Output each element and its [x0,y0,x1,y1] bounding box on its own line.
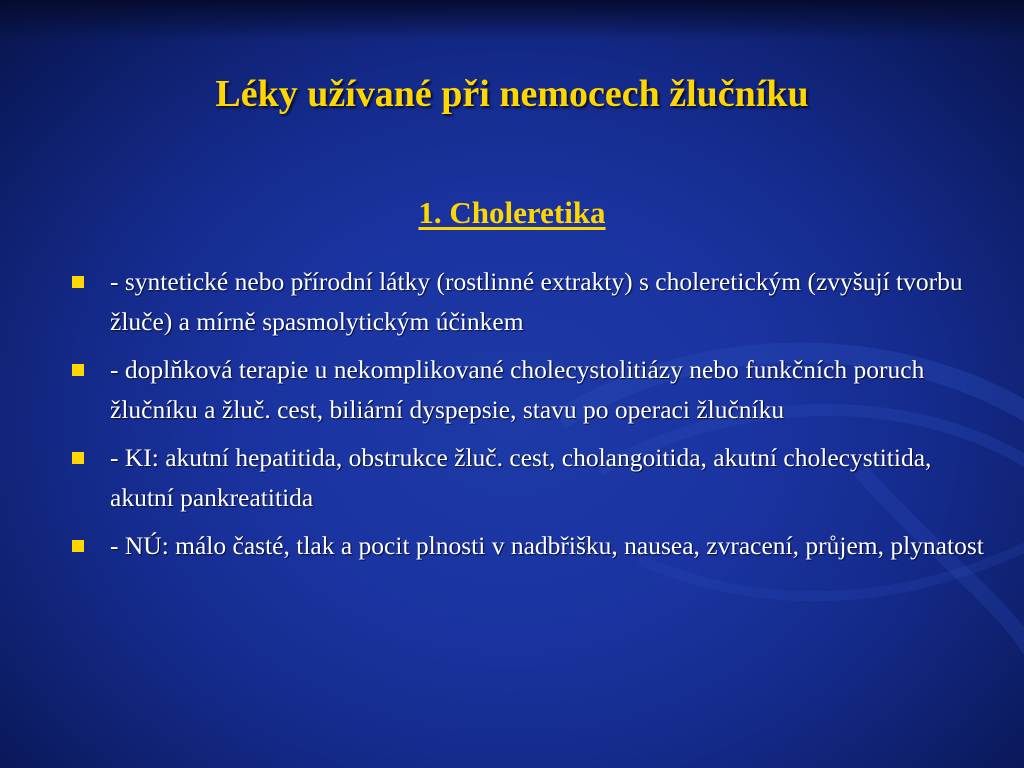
square-bullet-icon [72,452,84,464]
bullet-item [72,350,987,430]
bullet-item [72,438,987,518]
square-bullet-icon [72,364,84,376]
bullet-item [72,262,987,342]
bullet-text: - syntetické nebo přírodní látky (rostlinné extrakty) s choleretickým (zvyšují tvorbu žluče) a mírně spasmolytickým účinkem [110,267,963,336]
bullet-item [72,526,987,566]
bullet-list [72,262,987,574]
square-bullet-icon [72,540,84,552]
slide-subtitle: 1. Choleretika [418,195,606,230]
slide-title: Léky užívané při nemocech žlučníku [215,73,809,115]
square-bullet-icon [72,276,84,288]
bullet-text: - NÚ: málo časté, tlak a pocit plnosti v nadbřišku, nausea, zvracení, průjem, plynatost [110,531,984,560]
bullet-text: - KI: akutní hepatitida, obstrukce žluč. cest, cholangoitida, akutní cholecystitida, akutní pankreatitida [110,443,932,512]
bullet-text: - doplňková terapie u nekomplikované cholecystolitiázy nebo funkčních poruch žlučníku a žluč. cest, biliární dyspepsie, stavu po operaci žlučníku [110,355,925,424]
